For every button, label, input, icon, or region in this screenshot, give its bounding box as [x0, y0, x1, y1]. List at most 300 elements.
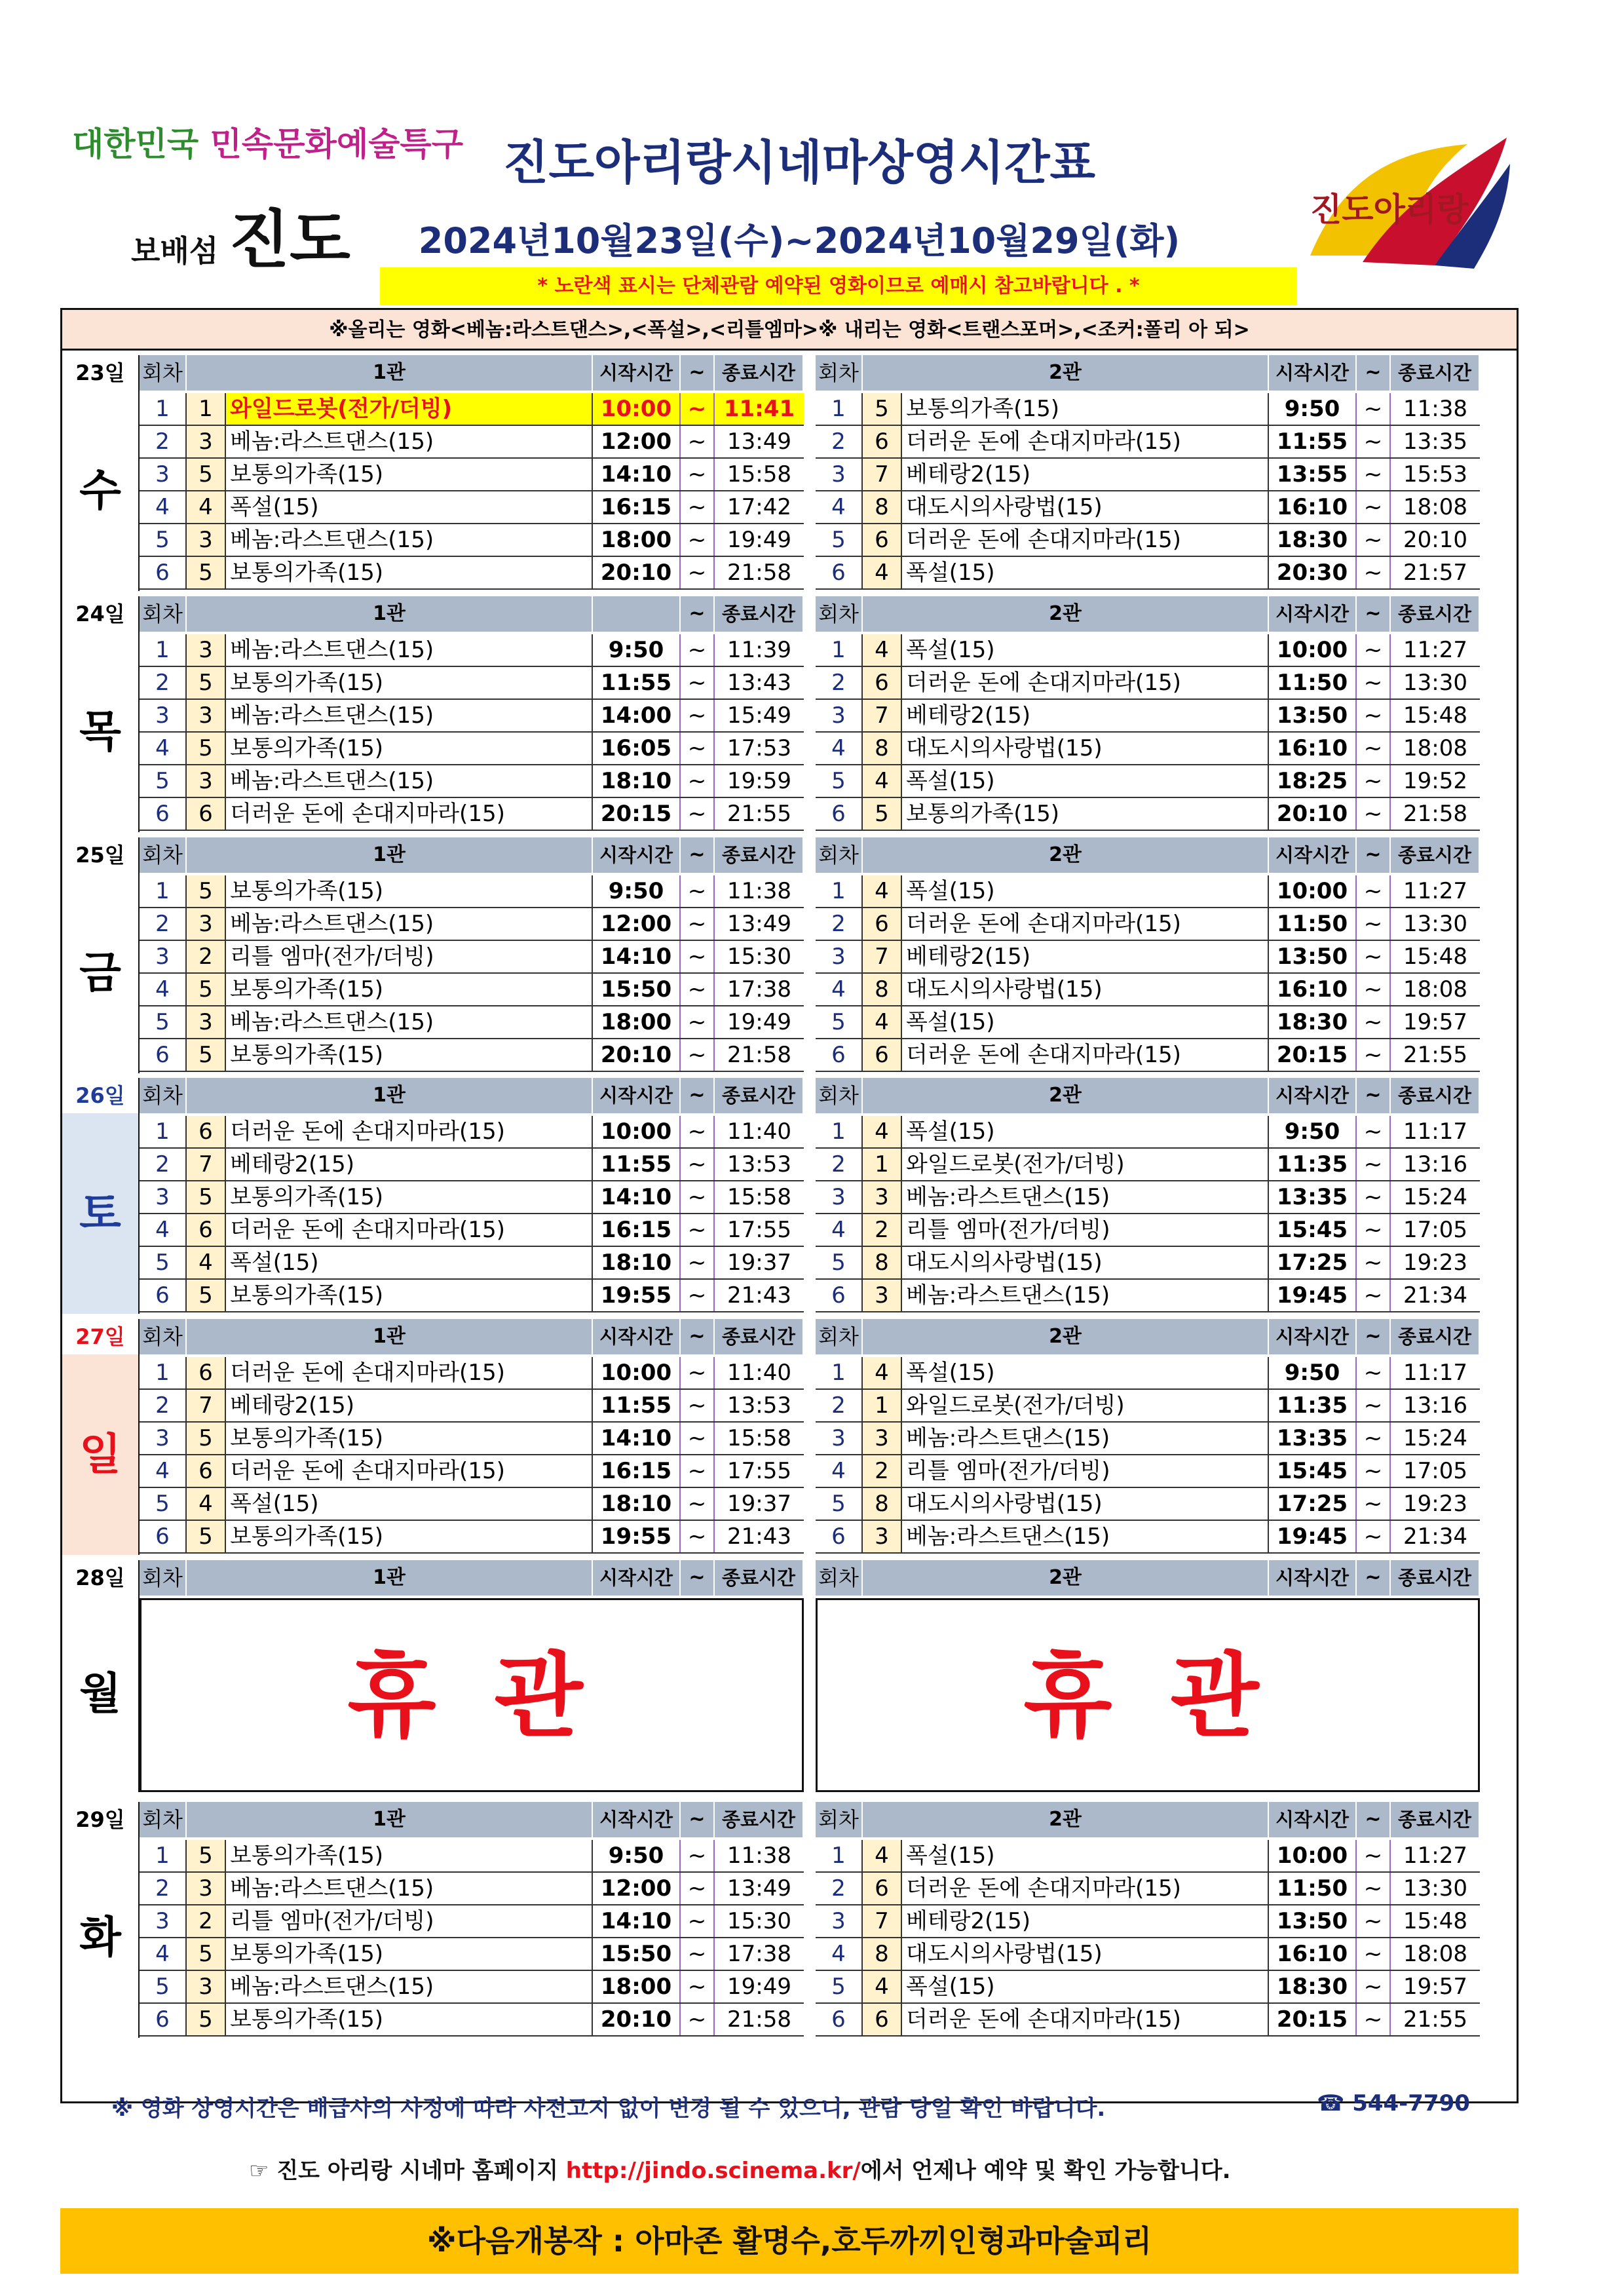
start-time: 11:55	[1269, 426, 1357, 457]
movie-title: 더러운 돈에 손대지마라(15)	[902, 524, 1269, 556]
start-time: 18:00	[593, 524, 681, 556]
round-number: 5	[140, 524, 187, 556]
closed-notice: 휴 관	[816, 1598, 1480, 1792]
hall-name-header: 2관	[863, 837, 1269, 873]
logo-text-arirang: 진도아리랑	[1310, 191, 1469, 229]
movie-title: 보통의가족(15)	[226, 733, 593, 764]
showtime-row	[140, 908, 804, 941]
showtime-row	[816, 1390, 1480, 1423]
time-separator: ~	[681, 1840, 715, 1871]
hall2-header-row	[816, 596, 1480, 632]
round-number: 1	[140, 634, 187, 666]
start-time: 13:50	[1269, 941, 1357, 972]
time-separator: ~	[1357, 875, 1391, 907]
round-number: 2	[140, 1873, 187, 1904]
round-header: 회차	[140, 1319, 187, 1354]
round-number: 5	[816, 524, 863, 556]
movie-number: 8	[863, 491, 902, 523]
end-time: 19:57	[1403, 1009, 1467, 1035]
day-of-week: 화	[62, 1837, 140, 2038]
end-time: 17:55	[727, 1458, 791, 1484]
logo-text-jindo: 진도	[229, 203, 350, 277]
start-time: 18:00	[593, 1971, 681, 2002]
start-time: 20:15	[1269, 1039, 1357, 1071]
end-time: 13:53	[727, 1392, 791, 1419]
showtime-row	[816, 1357, 1480, 1390]
showtime-row	[140, 1280, 804, 1312]
time-separator: ~	[681, 974, 715, 1005]
end-time: 19:49	[727, 527, 791, 553]
showtime-row	[140, 974, 804, 1006]
movie-number: 5	[187, 557, 226, 588]
end-time: 21:57	[1403, 560, 1467, 586]
end-time: 18:08	[1403, 735, 1467, 761]
round-number: 4	[816, 1938, 863, 1970]
start-time: 9:50	[593, 875, 681, 907]
hall-divider	[805, 837, 814, 1073]
start-time: 18:30	[1269, 524, 1357, 556]
day-date: 24일	[62, 596, 140, 632]
next-release-bar: ※다음개봉작 : 아마존 활명수,호두까끼인형과마술피리	[60, 2208, 1519, 2274]
time-separator: ~	[1357, 733, 1391, 764]
start-time: 16:10	[1269, 974, 1357, 1005]
round-number: 3	[816, 1181, 863, 1213]
showtime-row	[816, 1247, 1480, 1280]
tilde-header: ~	[681, 837, 715, 873]
homepage-suffix: 에서 언제나 예약 및 확인 가능합니다.	[860, 2158, 1231, 2184]
movie-number: 4	[863, 1840, 902, 1871]
round-number: 5	[816, 1006, 863, 1038]
movie-title: 대도시의사랑법(15)	[902, 1488, 1269, 1520]
round-header: 회차	[816, 1560, 863, 1596]
round-header: 회차	[816, 355, 863, 391]
movie-title: 더러운 돈에 손대지마라(15)	[902, 908, 1269, 940]
day-of-week: 월	[62, 1596, 140, 1792]
movie-title: 보통의가족(15)	[226, 459, 593, 490]
round-number: 3	[816, 1423, 863, 1454]
start-time: 12:00	[593, 908, 681, 940]
schedule-period: 2024년10월23일(수)~2024년10월29일(화)	[418, 220, 1180, 261]
time-separator: ~	[1357, 1488, 1391, 1520]
showtime-row	[140, 667, 804, 700]
time-separator: ~	[681, 1149, 715, 1180]
start-time: 20:10	[593, 2004, 681, 2035]
hall-name-header: 2관	[863, 1802, 1269, 1837]
movie-number: 3	[863, 1181, 902, 1213]
start-time: 11:50	[1269, 667, 1357, 698]
movie-number: 3	[187, 524, 226, 556]
end-time: 11:38	[727, 878, 791, 904]
start-time: 14:10	[593, 1905, 681, 1937]
showtime-row	[140, 700, 804, 733]
start-time: 16:10	[1269, 733, 1357, 764]
start-time: 9:50	[593, 634, 681, 666]
round-number: 2	[816, 1149, 863, 1180]
movie-title: 베놈:라스트댄스(15)	[226, 634, 593, 666]
round-number: 5	[140, 1006, 187, 1038]
end-time: 15:30	[727, 944, 791, 970]
day-block-4	[62, 1078, 1517, 1314]
start-time-header: 시작시간	[593, 1560, 681, 1596]
movie-number: 1	[187, 393, 226, 425]
movie-number: 3	[863, 1423, 902, 1454]
movie-title: 베놈:라스트댄스(15)	[226, 700, 593, 731]
movie-number: 5	[187, 667, 226, 698]
hall-divider	[805, 355, 814, 591]
showtime-row	[816, 1840, 1480, 1873]
round-number: 1	[816, 1116, 863, 1147]
day-block-3	[62, 837, 1517, 1073]
day-date: 29일	[62, 1802, 140, 1837]
phone-number: ☎ 544-7790	[1317, 2090, 1470, 2116]
end-time: 11:17	[1403, 1360, 1467, 1386]
round-number: 2	[816, 667, 863, 698]
movie-title: 폭설(15)	[902, 1116, 1269, 1147]
hall-name-header: 2관	[863, 355, 1269, 391]
time-separator: ~	[681, 1214, 715, 1246]
start-time: 15:50	[593, 974, 681, 1005]
tilde-header: ~	[1357, 1802, 1391, 1837]
end-time: 18:08	[1403, 1941, 1467, 1967]
movie-title: 폭설(15)	[226, 491, 593, 523]
round-header: 회차	[140, 355, 187, 391]
hall2-header-row	[816, 1802, 1480, 1837]
time-separator: ~	[1357, 1390, 1391, 1421]
round-number: 6	[816, 557, 863, 588]
end-time: 15:53	[1403, 461, 1467, 488]
time-separator: ~	[681, 875, 715, 907]
round-number: 1	[140, 393, 187, 425]
round-number: 5	[140, 1971, 187, 2002]
round-header: 회차	[140, 1560, 187, 1596]
movie-number: 5	[187, 974, 226, 1005]
showtime-row	[140, 1971, 804, 2004]
round-number: 1	[816, 634, 863, 666]
movie-title: 리틀 엠마(전가/더빙)	[902, 1214, 1269, 1246]
movie-number: 5	[187, 1423, 226, 1454]
hall-name-header: 2관	[863, 1560, 1269, 1596]
showtime-row	[816, 426, 1480, 459]
movie-number: 5	[187, 1181, 226, 1213]
showtime-row	[816, 393, 1480, 426]
hall1-header-row	[140, 837, 804, 873]
showtime-row	[140, 524, 804, 557]
movie-title: 리틀 엠마(전가/더빙)	[902, 1455, 1269, 1487]
showtime-row	[140, 393, 804, 426]
movie-title: 더러운 돈에 손대지마라(15)	[226, 1455, 593, 1487]
movie-title: 베놈:라스트댄스(15)	[226, 524, 593, 556]
movie-number: 4	[863, 557, 902, 588]
showtime-row	[140, 1873, 804, 1905]
round-number: 6	[816, 798, 863, 830]
start-time-header: 시작시간	[593, 1078, 681, 1113]
round-number: 4	[816, 974, 863, 1005]
round-number: 2	[816, 1390, 863, 1421]
time-separator: ~	[681, 1006, 715, 1038]
movie-title: 보통의가족(15)	[226, 557, 593, 588]
end-time: 11:27	[1403, 637, 1467, 663]
showtime-row	[816, 1455, 1480, 1488]
movie-title: 폭설(15)	[902, 875, 1269, 907]
showtime-row	[140, 1423, 804, 1455]
start-time-header: 시작시간	[1269, 1802, 1357, 1837]
end-time: 19:37	[727, 1491, 791, 1517]
round-number: 2	[140, 908, 187, 940]
round-number: 4	[816, 1455, 863, 1487]
start-time: 14:10	[593, 1423, 681, 1454]
movie-number: 4	[863, 1357, 902, 1388]
start-time: 18:25	[1269, 765, 1357, 797]
movie-title: 베놈:라스트댄스(15)	[902, 1181, 1269, 1213]
end-time-header: 종료시간	[715, 596, 804, 632]
start-time: 10:00	[1269, 875, 1357, 907]
time-separator: ~	[1357, 700, 1391, 731]
hall1-header-row	[140, 355, 804, 391]
round-header: 회차	[816, 1319, 863, 1354]
movie-title: 보통의가족(15)	[226, 1521, 593, 1552]
round-number: 5	[140, 1247, 187, 1278]
tilde-header: ~	[1357, 1078, 1391, 1113]
time-separator: ~	[1357, 1247, 1391, 1278]
tilde-header: ~	[681, 596, 715, 632]
day-of-week: 금	[62, 873, 140, 1073]
movie-title: 베테랑2(15)	[226, 1390, 593, 1421]
movie-title: 보통의가족(15)	[226, 1181, 593, 1213]
time-separator: ~	[1357, 908, 1391, 940]
day-of-week: 토	[62, 1113, 140, 1314]
end-time: 13:49	[727, 911, 791, 937]
day-of-week: 수	[62, 391, 140, 591]
round-number: 1	[816, 1357, 863, 1388]
end-time: 13:16	[1403, 1151, 1467, 1177]
movie-number: 5	[187, 1938, 226, 1970]
time-separator: ~	[681, 1390, 715, 1421]
tilde-header: ~	[681, 1319, 715, 1354]
time-separator: ~	[681, 1357, 715, 1388]
hall2-header-row	[816, 1560, 1480, 1596]
end-time: 21:34	[1403, 1282, 1467, 1309]
showtime-row	[140, 1247, 804, 1280]
movie-title: 폭설(15)	[226, 1247, 593, 1278]
round-number: 3	[816, 459, 863, 490]
start-time-header: 시작시간	[1269, 355, 1357, 391]
end-time: 13:43	[727, 670, 791, 696]
showtime-row	[816, 524, 1480, 557]
time-separator: ~	[681, 765, 715, 797]
movie-number: 4	[863, 1006, 902, 1038]
hall-name-header: 1관	[187, 1319, 593, 1354]
movie-title: 리틀 엠마(전가/더빙)	[226, 941, 593, 972]
showtime-row	[816, 1423, 1480, 1455]
end-time: 15:48	[1403, 702, 1467, 729]
movie-number: 8	[863, 1938, 902, 1970]
start-time: 20:10	[1269, 798, 1357, 830]
showtime-row	[816, 2004, 1480, 2037]
homepage-link[interactable]: http://jindo.scinema.kr/	[565, 2158, 861, 2184]
end-time-header: 종료시간	[1391, 596, 1480, 632]
movie-title: 더러운 돈에 손대지마라(15)	[902, 2004, 1269, 2035]
movie-number: 5	[187, 1039, 226, 1071]
end-time-header: 종료시간	[715, 1802, 804, 1837]
time-separator: ~	[681, 1455, 715, 1487]
movie-number: 8	[863, 1247, 902, 1278]
schedule-change-note: ※ 영화 상영시간은 배급사의 사정에 따라 사전고지 없이 변경 될 수 있으니, 관람 당일 확인 바랍니다.	[111, 2095, 1106, 2122]
time-separator: ~	[681, 1039, 715, 1071]
movie-title: 보통의가족(15)	[902, 798, 1269, 830]
hall1-header-row	[140, 1319, 804, 1354]
round-number: 5	[816, 1971, 863, 2002]
showtime-row	[816, 1039, 1480, 1072]
time-separator: ~	[1357, 426, 1391, 457]
time-separator: ~	[681, 1521, 715, 1552]
time-separator: ~	[1357, 941, 1391, 972]
movie-number: 8	[863, 1488, 902, 1520]
showtime-row	[140, 798, 804, 831]
start-time: 11:50	[1269, 908, 1357, 940]
round-number: 1	[140, 1357, 187, 1388]
end-time-header: 종료시간	[1391, 355, 1480, 391]
start-time: 17:25	[1269, 1488, 1357, 1520]
end-time: 11:27	[1403, 1843, 1467, 1869]
movie-number: 6	[187, 1357, 226, 1388]
showtime-row	[140, 1039, 804, 1072]
start-time: 10:00	[593, 393, 681, 425]
movie-title: 폭설(15)	[902, 634, 1269, 666]
end-time: 20:10	[1403, 527, 1467, 553]
movie-title: 와일드로봇(전가/더빙)	[902, 1149, 1269, 1180]
hall-divider	[805, 1078, 814, 1314]
start-time: 13:50	[1269, 1905, 1357, 1937]
round-number: 1	[140, 875, 187, 907]
start-time: 10:00	[1269, 634, 1357, 666]
time-separator: ~	[1357, 1039, 1391, 1071]
time-separator: ~	[1357, 1149, 1391, 1180]
movie-number: 3	[187, 765, 226, 797]
showtime-row	[140, 459, 804, 491]
movie-number: 7	[187, 1149, 226, 1180]
round-header: 회차	[140, 837, 187, 873]
start-time: 19:55	[593, 1280, 681, 1311]
time-separator: ~	[1357, 974, 1391, 1005]
start-time: 10:00	[593, 1357, 681, 1388]
time-separator: ~	[681, 634, 715, 666]
end-time: 15:24	[1403, 1184, 1467, 1210]
round-number: 1	[816, 1840, 863, 1871]
round-number: 4	[816, 1214, 863, 1246]
showtime-row	[816, 733, 1480, 765]
time-separator: ~	[681, 941, 715, 972]
hall-divider	[805, 1560, 814, 1796]
movie-number: 4	[863, 765, 902, 797]
round-header: 회차	[816, 1078, 863, 1113]
end-time: 19:37	[727, 1250, 791, 1276]
movie-number: 6	[863, 426, 902, 457]
end-time-header: 종료시간	[1391, 1319, 1480, 1354]
round-number: 6	[816, 1280, 863, 1311]
round-number: 2	[140, 1390, 187, 1421]
start-time: 20:30	[1269, 557, 1357, 588]
movie-number: 5	[187, 875, 226, 907]
start-time-header: 시작시간	[1269, 1319, 1357, 1354]
day-block-5	[62, 1319, 1517, 1555]
showtime-row	[816, 1116, 1480, 1149]
group-booking-notice: * 노란색 표시는 단체관람 예약된 영화이므로 예매시 참고바랍니다 . *	[380, 267, 1297, 305]
end-time-header: 종료시간	[715, 1560, 804, 1596]
end-time: 21:34	[1403, 1523, 1467, 1550]
end-time: 21:58	[1403, 801, 1467, 827]
round-number: 4	[140, 733, 187, 764]
movie-number: 3	[863, 1280, 902, 1311]
showtime-row	[816, 798, 1480, 831]
start-time: 16:15	[593, 491, 681, 523]
start-time: 16:05	[593, 733, 681, 764]
round-number: 3	[816, 1905, 863, 1937]
movie-number: 7	[863, 1905, 902, 1937]
movie-number: 3	[187, 634, 226, 666]
hall1-header-row	[140, 1560, 804, 1596]
tilde-header: ~	[1357, 355, 1391, 391]
start-time: 9:50	[593, 1840, 681, 1871]
round-number: 6	[140, 798, 187, 830]
showtime-row	[816, 700, 1480, 733]
movie-title: 베테랑2(15)	[902, 459, 1269, 490]
start-time-header: 시작시간	[593, 837, 681, 873]
showtime-row	[140, 875, 804, 908]
time-separator: ~	[681, 459, 715, 490]
movie-title: 베테랑2(15)	[902, 700, 1269, 731]
round-number: 6	[140, 1521, 187, 1552]
tilde-header: ~	[681, 1802, 715, 1837]
round-header: 회차	[816, 596, 863, 632]
round-number: 3	[140, 700, 187, 731]
movie-number: 4	[863, 634, 902, 666]
day-date: 27일	[62, 1319, 140, 1354]
movie-number: 6	[187, 1214, 226, 1246]
round-number: 5	[816, 1247, 863, 1278]
movie-number: 3	[187, 1971, 226, 2002]
start-time-header	[593, 596, 681, 632]
movie-title: 베놈:라스트댄스(15)	[226, 1873, 593, 1904]
time-separator: ~	[681, 1181, 715, 1213]
end-time: 11:38	[727, 1843, 791, 1869]
showtime-row	[816, 875, 1480, 908]
movie-number: 1	[863, 1149, 902, 1180]
round-number: 5	[140, 1488, 187, 1520]
start-time: 9:50	[1269, 1357, 1357, 1388]
movie-number: 6	[187, 1455, 226, 1487]
time-separator: ~	[681, 1905, 715, 1937]
hall-name-header: 1관	[187, 596, 593, 632]
showtime-row	[816, 941, 1480, 974]
end-time: 13:49	[727, 1875, 791, 1902]
time-separator: ~	[1357, 557, 1391, 588]
time-separator: ~	[681, 1488, 715, 1520]
movie-number: 6	[863, 524, 902, 556]
start-time: 15:45	[1269, 1214, 1357, 1246]
day-block-1	[62, 355, 1517, 591]
hall1-header-row	[140, 1078, 804, 1113]
hall2-header-row	[816, 1078, 1480, 1113]
end-time: 11:17	[1403, 1119, 1467, 1145]
hall1-header-row	[140, 596, 804, 632]
movie-title: 더러운 돈에 손대지마라(15)	[902, 426, 1269, 457]
logo-text-treasure-island: 보배섬	[131, 233, 219, 269]
movie-title: 폭설(15)	[226, 1488, 593, 1520]
time-separator: ~	[681, 1938, 715, 1970]
round-header: 회차	[816, 1802, 863, 1837]
start-time-header: 시작시간	[1269, 1560, 1357, 1596]
movie-title: 폭설(15)	[902, 1971, 1269, 2002]
